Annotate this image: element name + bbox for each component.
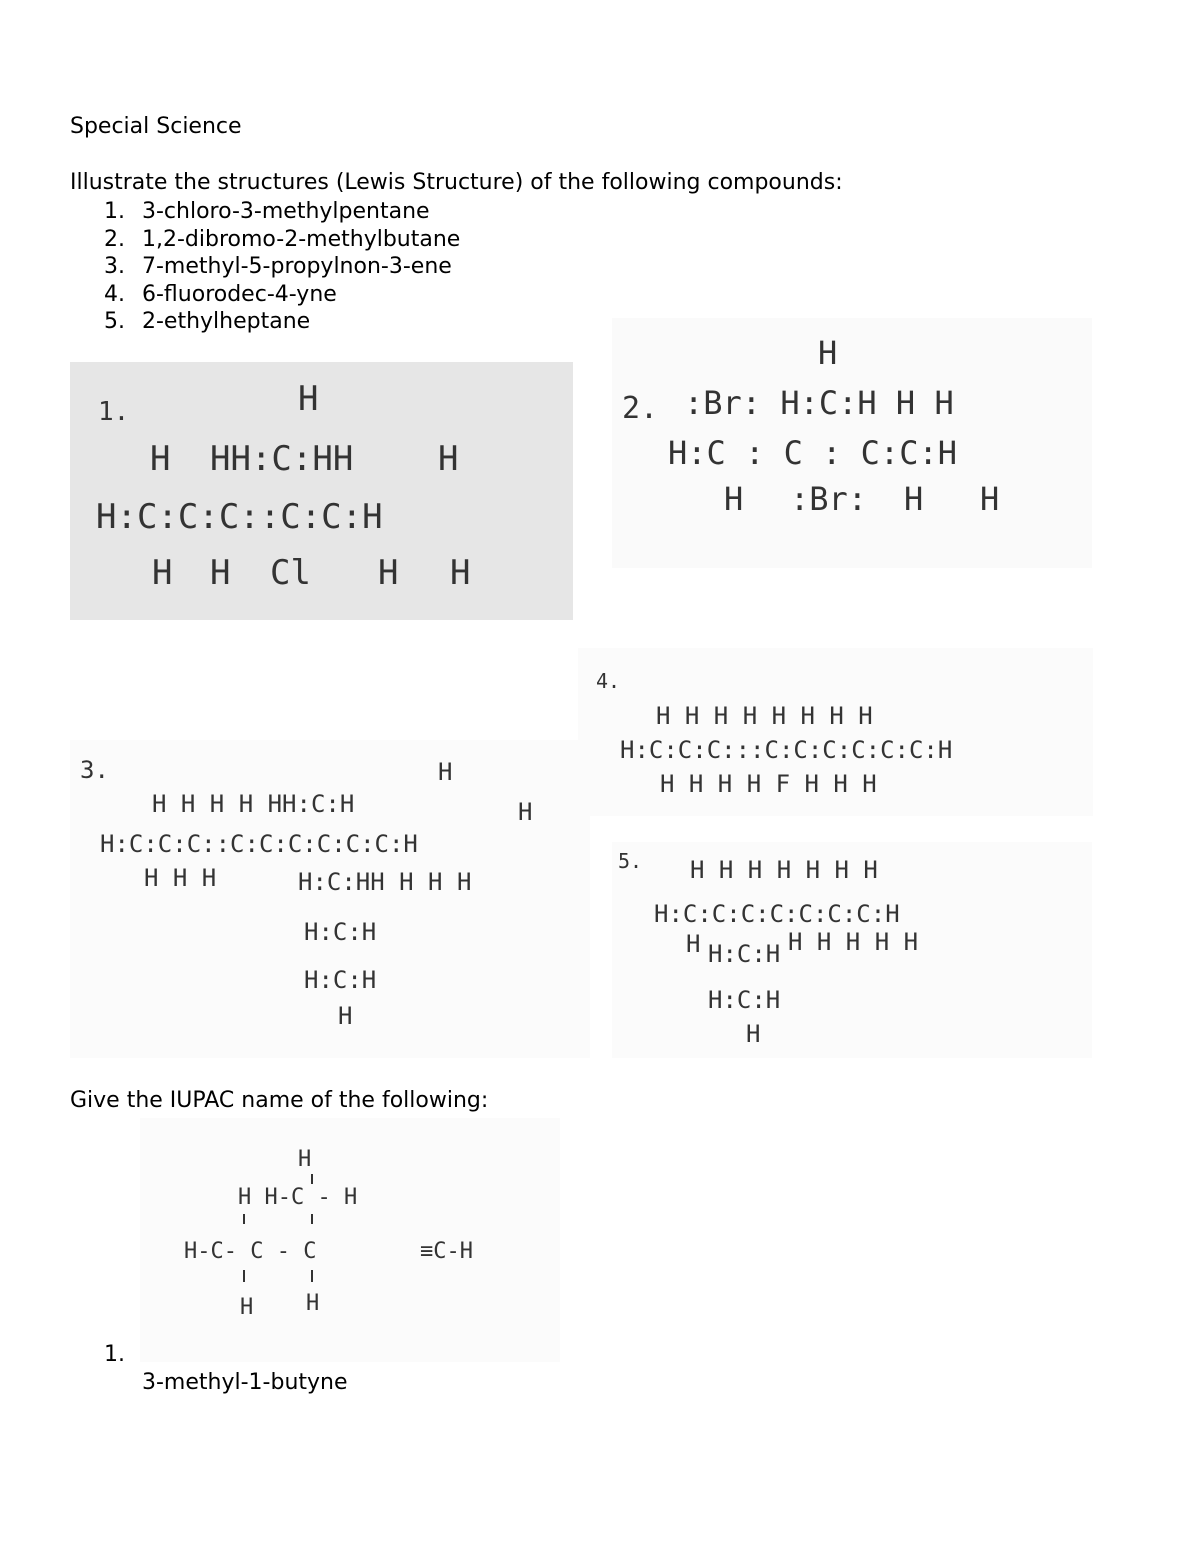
svg-text::Br:: :Br: [790,480,868,518]
list-item [104,198,460,226]
answer-text: 3-methyl-1-butyne [142,1370,348,1395]
svg-text:H: H [152,553,173,593]
svg-text:H: H [378,553,399,593]
svg-text:H: H [746,1020,761,1048]
list-item [104,308,460,336]
svg-text:H: H [518,798,533,826]
svg-text:H: H [438,439,459,479]
list-item [104,226,460,254]
svg-text::Br: H:C:H H H: :Br: H:C:H H H [684,384,954,422]
compound-name: 1,2-dibromo-2-methylbutane [142,226,461,252]
structural-formula-image [140,1118,560,1362]
list-number: 3. [104,254,125,279]
lewis-structure-image-2 [612,318,1092,568]
figure-label: 5. [618,849,643,873]
svg-text:H:C:HH H H H: H:C:HH H H H [298,868,472,896]
list-number: 1. [104,199,125,224]
answer-number: 1. [104,1342,125,1367]
svg-text:H H H H HH:C:H: H H H H HH:C:H [152,790,355,818]
svg-text:H: H [240,1295,254,1320]
compound-name: 2-ethylheptane [142,309,311,334]
svg-text:H-C- C - C: H-C- C - C [184,1239,317,1264]
svg-text:H: H [150,439,171,479]
svg-text:H: H [980,480,1000,518]
lewis-structure-image-3 [70,740,590,1058]
figure-label: 2. [622,391,659,426]
svg-text:H: H [338,1002,353,1030]
list-number: 5. [104,309,125,334]
svg-text:H: H [306,1291,320,1316]
lewis-structure-image-4 [578,648,1093,816]
svg-text:H:C:H: H:C:H [708,940,781,968]
compound-name: 7-methyl-5-propylnon-3-ene [142,254,452,279]
list-item [104,253,460,281]
svg-text:H:C : C : C:C:H: H:C : C : C:C:H [668,434,957,472]
compound-name: 3-chloro-3-methylpentane [142,199,430,224]
svg-text:H:C:H: H:C:H [304,918,377,946]
svg-text:H: H [210,553,231,593]
compound-list [104,198,460,336]
figure-label: 4. [596,669,621,693]
section-heading: Give the IUPAC name of the following: [70,1088,489,1113]
svg-text:H: H [686,930,701,958]
svg-text:H: H [450,553,471,593]
figure-label: 3. [80,756,109,784]
svg-text:H H H H H H H H: H H H H H H H H [656,702,873,730]
svg-text:H H H H F H H H: H H H H F H H H [660,770,877,798]
lewis-structure-image-5 [612,842,1092,1058]
svg-text:H: H [904,480,924,518]
svg-text:H:C:C:C:::C:C:C:C:C:C:H: H:C:C:C:::C:C:C:C:C:C:H [620,736,953,764]
compound-name: 6-fluorodec-4-yne [142,281,337,307]
svg-text:H: H [298,379,319,419]
svg-text:H: H [818,334,838,372]
svg-text:H H H: H H H [144,864,217,892]
svg-text:≡C-H: ≡C-H [420,1239,473,1264]
svg-text:H: H [438,758,453,786]
figure-label: 1. [98,397,130,427]
list-number: 2. [104,226,125,252]
svg-text:H:C:C:C::C:C:H: H:C:C:C::C:C:H [96,497,383,537]
svg-text:HH:C:HH: HH:C:HH [210,439,354,479]
page-title: Special Science [70,114,242,139]
svg-text:H:C:C:C::C:C:C:C:C:C:H: H:C:C:C::C:C:C:C:C:C:H [100,830,418,858]
lewis-structure-image-1 [70,362,573,620]
svg-text:H:C:H: H:C:H [304,966,377,994]
svg-text:H H-C - H: H H-C - H [238,1185,358,1210]
list-number: 4. [104,281,125,307]
instruction-text: Illustrate the structures (Lewis Structure) of the following compounds: [70,170,843,195]
svg-text:H H H H H: H H H H H [788,928,919,956]
svg-text:Cl: Cl [270,553,311,593]
list-item [104,281,460,309]
svg-text:H:C:C:C:C:C:C:C:H: H:C:C:C:C:C:C:C:H [654,900,900,928]
svg-text:H:C:H: H:C:H [708,986,781,1014]
svg-text:H: H [298,1147,312,1172]
svg-text:H H H H H H H: H H H H H H H [690,856,878,884]
svg-text:H: H [724,480,744,518]
